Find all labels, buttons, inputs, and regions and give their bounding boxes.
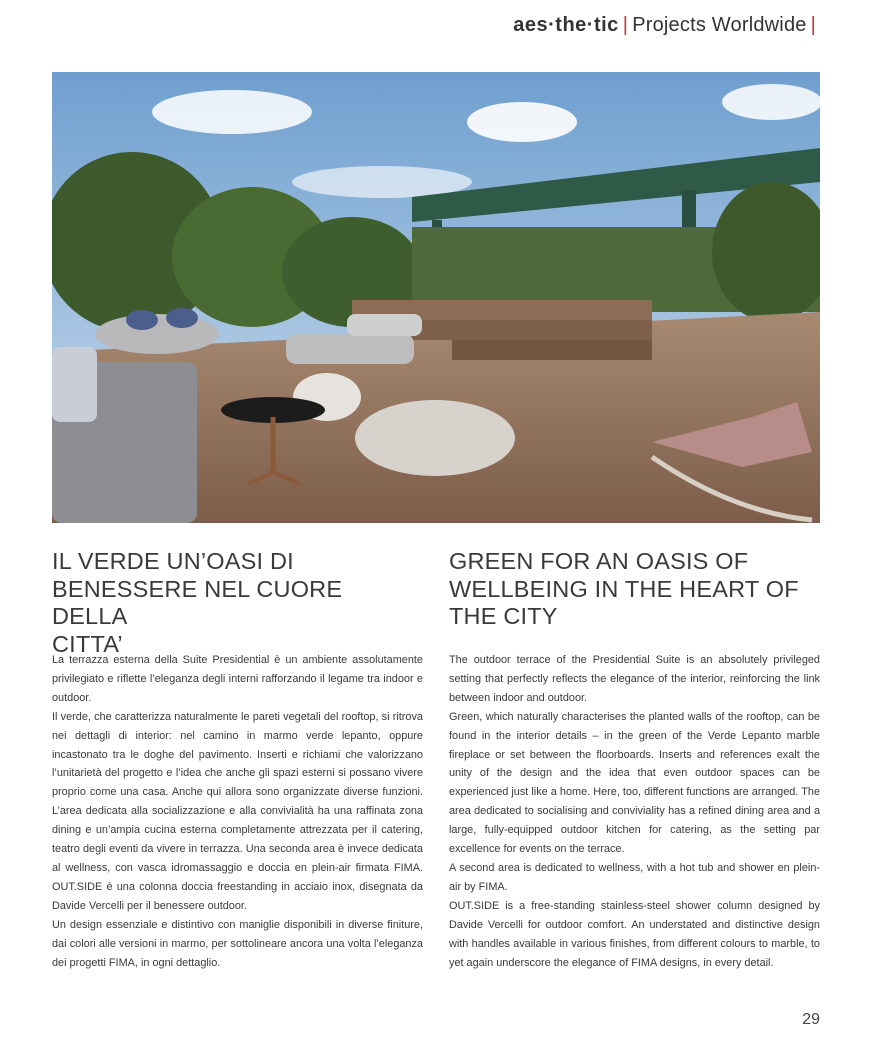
rooftop-terrace-photo (52, 72, 820, 523)
english-paragraph: OUT.SIDE is a free-standing stainless-steel shower column designed by Davide Vercelli for outdoor comfort. An understated and distinctive design with handles available in various finishes, from different colours to marble, to yet again underscore the elegance of FIMA designs, in every detail. (449, 899, 820, 969)
english-title (449, 548, 819, 631)
italian-paragraph: Un design essenziale e distintivo con maniglie disponibili in diverse finiture, dai colori alle versioni in marmo, per sottolineare ancora una volta l’eleganza dei progetti FIMA, in ogni dettaglio. (52, 918, 423, 969)
english-paragraph: A second area is dedicated to wellness, with a hot tub and shower en plein-air by FIMA. (449, 861, 820, 893)
page-header (513, 14, 820, 37)
italian-title-line-3: CITTA’ (52, 630, 123, 657)
italian-title (52, 548, 422, 658)
italian-title-line-1: IL VERDE UN’OASI DI (52, 548, 294, 574)
section-name: Projects Worldwide (632, 14, 807, 36)
italian-body (52, 651, 423, 972)
english-body (449, 651, 820, 972)
english-title-line-1: GREEN FOR AN OASIS OF (449, 548, 749, 574)
italian-title-line-2: BENESSERE NEL CUORE DELLA (52, 575, 343, 629)
italian-paragraph: Il verde, che caratterizza naturalmente le pareti vegetali del rooftop, si ritrova nei dettagli di interior: nel camino in marmo verde lepanto, oppure incastonato tra le doghe del pavimento. Inserti e richiami che valorizzano l’unitarietà del progetto e l’idea che anche gli spazi esterni si possano vivere proprio come una casa. Anche qui allora sono organizzate diverse funzioni. L’area dedicata alla socializzazione e alla convivialità ha una raffinata zona dining e un’ampia cucina esterna completamente attrezzata per il catering, teatro degli eventi da vivere in terrazza. Una seconda area è invece dedicata al wellness, con vasca idromassaggio e doccia en plein-air firmata FIMA. OUT.SIDE è una colonna doccia freestanding in acciaio inox, disegnata da Davide Vercelli per il benessere outdoor. (52, 710, 423, 912)
magazine-brand: aes·the·tic (513, 14, 619, 36)
english-title-line-2: WELLBEING IN THE HEART OF (449, 575, 799, 602)
header-divider-end: | (810, 14, 816, 36)
italian-paragraph: La terrazza esterna della Suite Presidential è un ambiente assolutamente privilegiato e riflette l’eleganza degli interni rafforzando il legame tra indoor e outdoor. (52, 654, 423, 704)
english-title-line-3: THE CITY (449, 603, 558, 629)
english-paragraph: Green, which naturally characterises the planted walls of the rooftop, can be found in the interior details – in the green of the Verde Lepanto marble fireplace or set between the floorboards. Inserts and references exalt the unity of the design and the idea that even outdoor spaces can be experienced just like a home. Here, too, different functions are arranged. The area dedicated to socialising and conviviality has a refined dining area and a large, fully-equipped outdoor kitchen for catering, as the setting par excellence for events on the terrace. (449, 710, 820, 856)
page-number: 29 (802, 1011, 820, 1028)
header-divider: | (622, 14, 629, 36)
english-paragraph: The outdoor terrace of the Presidential Suite is an absolutely privileged setting that perfectly reflects the elegance of the interior, reinforcing the link between indoor and outdoor. (449, 654, 820, 704)
